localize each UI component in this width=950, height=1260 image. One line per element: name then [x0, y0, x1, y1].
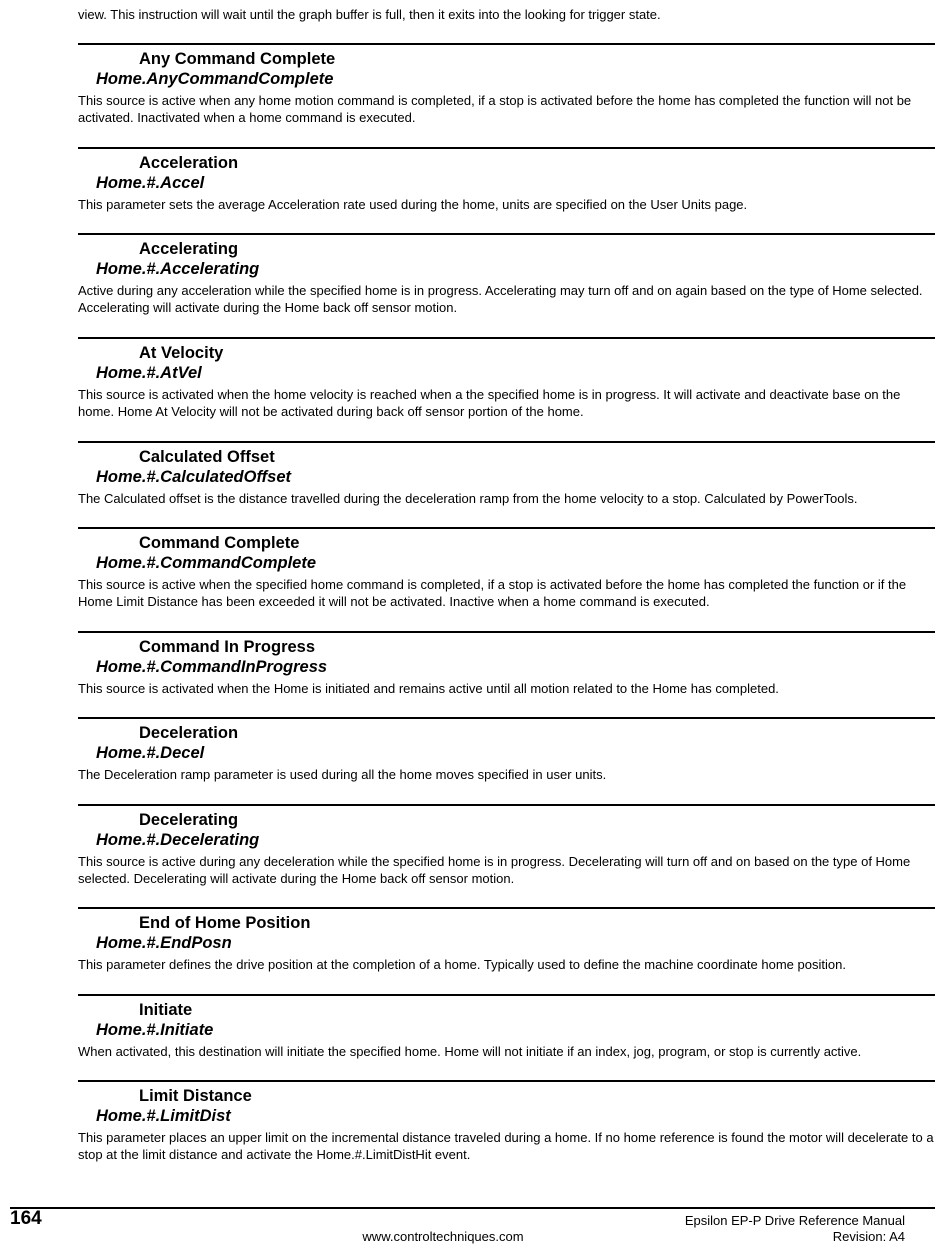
footer-manual-title: Epsilon EP-P Drive Reference Manual	[684, 1213, 905, 1228]
entry-name: Calculated Offset	[139, 448, 275, 466]
entry-parameter: Home.#.Accel	[96, 174, 205, 192]
entry-description: This parameter sets the average Acceleration rate used during the home, units are specified on the User Units page.	[78, 197, 748, 212]
entry-deceleration	[78, 717, 935, 783]
page-number: 164	[10, 1208, 42, 1229]
entry-initiate	[78, 994, 935, 1060]
entry-parameter: Home.#.Initiate	[96, 1021, 214, 1039]
entry-name: Command Complete	[139, 534, 300, 552]
entry-name: Any Command Complete	[139, 50, 336, 68]
entry-parameter: Home.#.EndPosn	[96, 934, 232, 952]
entry-name: Limit Distance	[139, 1087, 252, 1105]
entry-acceleration	[78, 147, 935, 213]
entry-calculated-offset	[78, 441, 935, 507]
entry-parameter: Home.#.Accelerating	[96, 260, 260, 278]
entry-name: Command In Progress	[139, 638, 316, 656]
entry-description: This source is activated when the Home is initiated and remains active until all motion related to the Home has completed.	[78, 681, 779, 696]
entry-parameter: Home.#.Decel	[96, 744, 205, 762]
entry-description: This parameter places an upper limit on the incremental distance traveled during a home. If no home reference is found the motor will decelerate to a stop at the limit distance and activate the Home.#.LimitDistHit event.	[78, 1130, 934, 1162]
entry-description: This source is active during any deceleration while the specified home is in progress. Decelerating will turn off and on based on the type of Home selected. Decelerating will activate during the Home back off sensor motion.	[78, 854, 911, 886]
entry-name: Decelerating	[139, 811, 239, 829]
entry-description: When activated, this destination will initiate the specified home. Home will not initiate if an index, jog, program, or stop is currently active.	[78, 1044, 862, 1059]
entry-description: This source is active when any home motion command is completed, if a stop is activated before the home has completed the function will not be activated. Inactivated when a home command is executed.	[78, 93, 912, 125]
footer-revision: Revision: A4	[832, 1229, 905, 1244]
entry-description: Active during any acceleration while the specified home is in progress. Accelerating may turn off and on again based on the type of Home selected. Accelerating will activate during the Home back off sensor motion.	[78, 283, 923, 315]
entry-limit-distance	[78, 1080, 935, 1163]
footer-divider	[10, 1207, 935, 1209]
entry-parameter: Home.#.AtVel	[96, 364, 202, 382]
entry-name: End of Home Position	[139, 914, 311, 932]
entry-end-of-home-position	[78, 907, 935, 973]
intro-text: view. This instruction will wait until the graph buffer is full, then it exits into the looking for trigger state.	[78, 7, 661, 22]
entry-name: Accelerating	[139, 240, 239, 258]
entry-at-velocity	[78, 337, 935, 420]
entry-name: At Velocity	[139, 344, 224, 362]
entry-parameter: Home.#.CommandInProgress	[96, 658, 328, 676]
entry-parameter: Home.#.Decelerating	[96, 831, 260, 849]
entry-description: This source is active when the specified home command is completed, if a stop is activated before the home has completed the function or if the Home Limit Distance has been exceeded it will not be activated. Inactive when a home command is executed.	[78, 577, 907, 609]
entry-parameter: Home.AnyCommandComplete	[96, 70, 334, 88]
entry-parameter: Home.#.CalculatedOffset	[96, 468, 292, 486]
entry-description: The Deceleration ramp parameter is used during all the home moves specified in user units.	[78, 767, 607, 782]
entry-accelerating	[78, 233, 935, 316]
entry-description: This parameter defines the drive position at the completion of a home. Typically used to define the machine coordinate home position.	[78, 957, 846, 972]
entry-decelerating	[78, 804, 935, 887]
footer-website: www.controltechniques.com	[362, 1229, 524, 1244]
entry-parameter: Home.#.CommandComplete	[96, 554, 317, 572]
entry-any-command-complete	[78, 43, 935, 126]
entry-name: Initiate	[139, 1001, 193, 1019]
entry-description: This source is activated when the home velocity is reached when a the specified home is in progress. It will activate and deactivate base on the home. Home At Velocity will not be activated during back off sensor portion of the home.	[78, 387, 901, 419]
entry-name: Acceleration	[139, 154, 239, 172]
entry-name: Deceleration	[139, 724, 239, 742]
entry-parameter: Home.#.LimitDist	[96, 1107, 231, 1125]
entry-command-in-progress	[78, 631, 935, 697]
entry-description: The Calculated offset is the distance travelled during the deceleration ramp from the home velocity to a stop. Calculated by PowerTools.	[78, 491, 858, 506]
entry-command-complete	[78, 527, 935, 610]
